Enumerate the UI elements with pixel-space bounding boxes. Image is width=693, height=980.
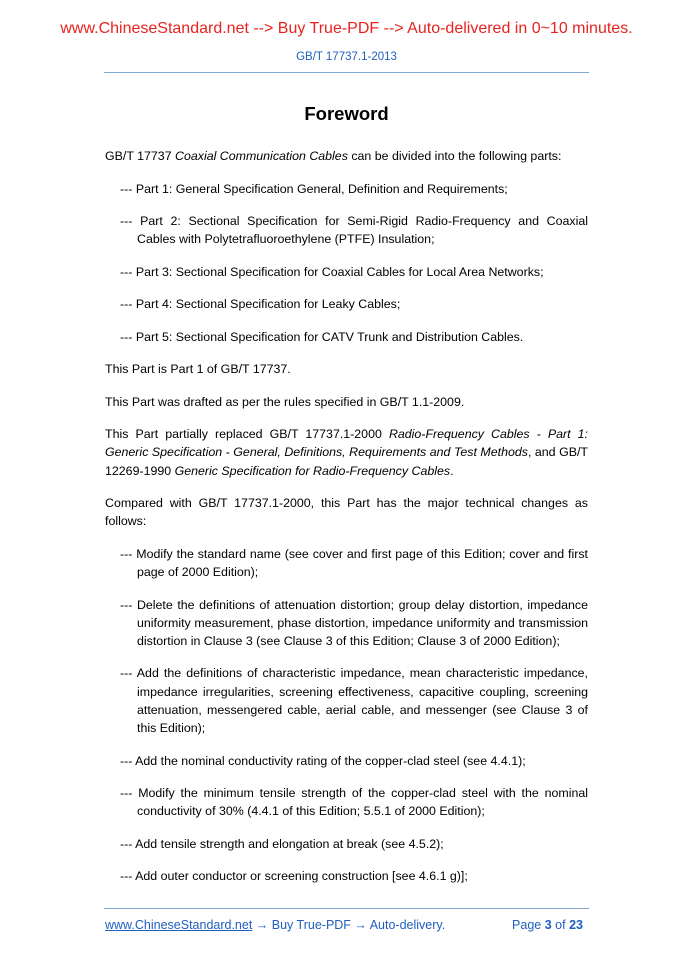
para3-text-mid: , and GB/T 12269-1990: [105, 445, 588, 478]
footer-site-link[interactable]: www.ChineseStandard.net: [105, 918, 253, 932]
list-item: --- Part 4: Sectional Specification for Leaky Cables;: [120, 297, 401, 312]
list-item: --- Add outer conductor or screening construction [see 4.6.1 g)];: [120, 869, 468, 884]
paragraph-replacement: [105, 425, 588, 480]
list-item: --- Part 2: Sectional Specification for Semi-Rigid Radio-Frequency and Coaxial Cables with Polytetrafluoroethylene (PTFE) Insulation;: [120, 214, 588, 247]
list-item: --- Part 3: Sectional Specification for Coaxial Cables for Local Area Networks;: [120, 264, 544, 279]
footer-divider: [104, 908, 589, 909]
list-item: --- Add tensile strength and elongation at break (see 4.5.2);: [120, 836, 444, 851]
list-item: --- Add the nominal conductivity rating of the copper-clad steel (see 4.4.1);: [120, 753, 526, 768]
list-item: --- Add the definitions of characteristic impedance, mean characteristic impedance, impedance irregularities, screening effectiveness, capacitive coupling, screening attenuation, messengered cable, aerial cable, and messenger (see Clause 3 of this Edition);: [120, 666, 588, 736]
page-title: Foreword: [304, 103, 389, 124]
promo-banner[interactable]: www.ChineseStandard.net --> Buy True-PDF --> Auto-delivered in 0~10 minutes.: [60, 20, 633, 37]
para3-text: This Part partially replaced GB/T 17737.1-2000: [105, 427, 389, 442]
list-item: --- Part 5: Sectional Specification for CATV Trunk and Distribution Cables.: [120, 329, 524, 344]
header-divider: [104, 72, 589, 73]
para3-italic-title: Radio-Frequency Cables - Part 1: Generic Specification - General, Definitions, Requirements and Test Methods: [105, 427, 588, 460]
intro-text-tail: can be divided into the following parts:: [347, 149, 562, 163]
page-footer: [105, 917, 588, 933]
document-body: [105, 147, 588, 900]
footer-delivery-text: → Buy True-PDF → Auto-delivery.: [252, 918, 446, 932]
list-item: --- Modify the minimum tensile strength of the copper-clad steel with the nominal conductivity of 30% (4.4.1 of this Edition; 5.5.1 of 2000 Edition);: [120, 786, 588, 819]
page-of: of: [555, 918, 566, 932]
page-total: 23: [569, 918, 583, 932]
page-label: Page: [512, 918, 542, 932]
paragraph-part-of: This Part is Part 1 of GB/T 17737.: [105, 362, 291, 377]
paragraph-changes-intro: Compared with GB/T 17737.1-2000, this Part has the major technical changes as follows:: [105, 496, 588, 529]
list-item: --- Delete the definitions of attenuation distortion; group delay distortion, impedance uniformity measurement, phase distortion, impedance uniformity and transmission distortion in Clause 3 (see Clause 3 of this Edition; Clause 3 of 2000 Edition);: [120, 597, 588, 648]
paragraph-drafting-rules: This Part was drafted as per the rules specified in GB/T 1.1-2009.: [105, 394, 465, 409]
intro-paragraph: [105, 147, 588, 165]
page-number: [512, 917, 583, 933]
header-standard-code: GB/T 17737.1-2013: [296, 51, 397, 63]
list-item: --- Modify the standard name (see cover and first page of this Edition; cover and first page of 2000 Edition);: [120, 546, 588, 580]
intro-text: GB/T 17737: [105, 149, 176, 163]
page-current: 3: [544, 918, 552, 932]
list-item: --- Part 1: General Specification General, Definition and Requirements;: [120, 181, 508, 196]
para3-italic-title-2: Generic Specification for Radio-Frequency Cables: [174, 463, 451, 478]
intro-title-italic: Coaxial Communication Cables: [175, 149, 348, 163]
para3-text-end: .: [450, 463, 454, 478]
